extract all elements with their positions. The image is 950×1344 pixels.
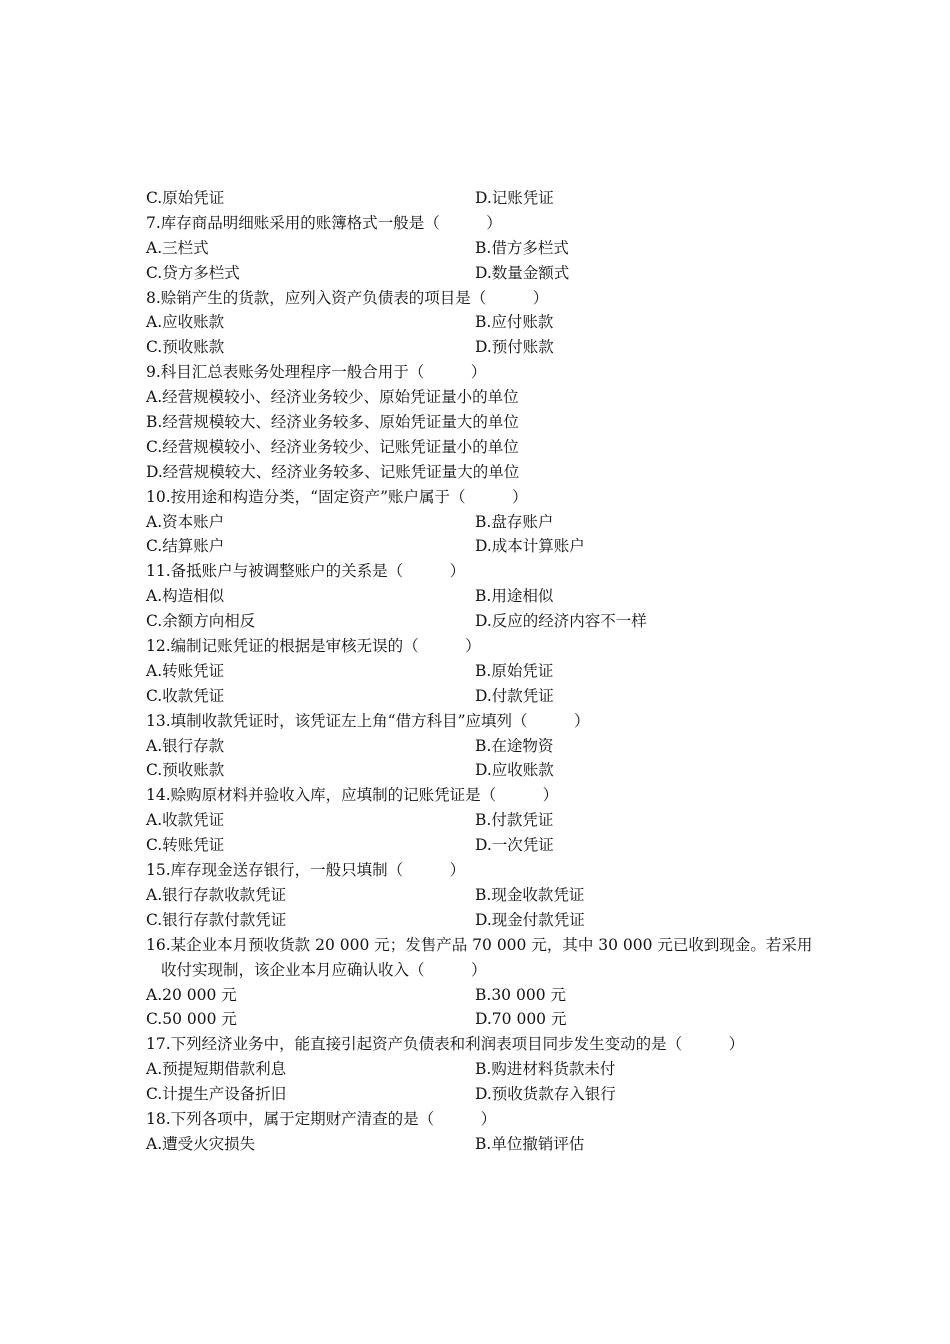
- option-left: A.构造相似: [146, 587, 225, 606]
- option-line: B.经营规模较大、经济业务较多、原始凭证量大的单位: [146, 413, 519, 432]
- question-stem: 16.某企业本月预收货款 20 000 元；发售产品 70 000 元，其中 30 000 元已收到现金。若采用收付实现制，该企业本月应确认收入（ ）: [146, 935, 813, 979]
- option-left: A.收款凭证: [146, 811, 225, 830]
- option-right: D.现金付款凭证: [475, 910, 585, 929]
- option-right: D.预付账款: [475, 338, 554, 357]
- option-row: [146, 584, 816, 609]
- option-left: A.资本账户: [146, 512, 225, 531]
- option-row: [146, 261, 816, 286]
- option-right: D.预收货款存入银行: [475, 1085, 616, 1104]
- option-left: A.20 000 元: [146, 985, 237, 1004]
- option-left: C.预收账款: [146, 338, 225, 357]
- question-stem: 12.编制记账凭证的根据是审核无误的（ ）: [146, 637, 481, 656]
- option-left: C.50 000 元: [146, 1010, 237, 1029]
- option-right: D.数量金额式: [475, 263, 570, 282]
- option-right: D.记账凭证: [475, 189, 554, 207]
- option-row: [146, 659, 816, 684]
- option-left: A.银行存款收款凭证: [146, 885, 287, 904]
- option-right: B.在途物资: [475, 736, 554, 755]
- question-stem: 14.赊购原材料并验收入库，应填制的记账凭证是（ ）: [146, 786, 559, 805]
- question-stem: 9.科目汇总表账务处理程序一般合用于（ ）: [146, 363, 487, 382]
- option-right: B.用途相似: [475, 587, 554, 606]
- option-line: D.经营规模较大、经济业务较多、记账凭证量大的单位: [146, 462, 520, 481]
- option-left: C.收款凭证: [146, 686, 225, 705]
- option-row: [146, 609, 816, 634]
- option-left: A.预提短期借款利息: [146, 1060, 287, 1079]
- option-left: C.预收账款: [146, 761, 225, 780]
- option-left: C.计提生产设备折旧: [146, 1085, 287, 1104]
- option-right: B.现金收款凭证: [475, 885, 585, 904]
- option-right: B.原始凭证: [475, 661, 554, 680]
- question-stem: 10.按用途和构造分类，“固定资产”账户属于（ ）: [146, 487, 528, 506]
- option-row: [146, 335, 816, 360]
- option-row: [146, 983, 816, 1008]
- question-stem: 18.下列各项中，属于定期财产清查的是（ ）: [146, 1109, 497, 1128]
- option-right: D.付款凭证: [475, 686, 554, 705]
- question-stem: 11.备抵账户与被调整账户的关系是（ ）: [146, 562, 466, 581]
- option-right: B.付款凭证: [475, 811, 554, 830]
- option-right: B.借方多栏式: [475, 238, 569, 257]
- option-line: A.经营规模较小、经济业务较少、原始凭证量小的单位: [146, 388, 519, 407]
- question-stem: 17.下列经济业务中，能直接引起资产负债表和利润表项目同步发生变动的是（ ）: [146, 1035, 745, 1054]
- option-row: [146, 734, 816, 759]
- option-row: [146, 534, 816, 559]
- option-row: [146, 1007, 816, 1032]
- option-row: [146, 908, 816, 933]
- option-row: [146, 510, 816, 535]
- option-right: D.一次凭证: [475, 836, 554, 855]
- option-right: B.盘存账户: [475, 512, 554, 531]
- option-row: [146, 758, 816, 783]
- option-left: A.遭受火灾损失: [146, 1134, 256, 1153]
- option-right: B.购进材料货款未付: [475, 1060, 616, 1079]
- option-row: [146, 1132, 816, 1157]
- option-left: C.结算账户: [146, 537, 225, 556]
- option-left: C.原始凭证: [146, 189, 225, 207]
- option-row: [146, 1057, 816, 1082]
- option-right: D.应收账款: [475, 761, 554, 780]
- option-right: D.70 000 元: [475, 1010, 567, 1029]
- question-stem: 15.库存现金送存银行，一般只填制（ ）: [146, 861, 466, 880]
- option-left: A.转账凭证: [146, 661, 225, 680]
- question-list: [146, 186, 816, 1157]
- option-left: C.余额方向相反: [146, 612, 256, 631]
- option-left: A.三栏式: [146, 238, 209, 257]
- option-left: A.银行存款: [146, 736, 225, 755]
- option-right: B.30 000 元: [475, 985, 566, 1004]
- option-left: C.贷方多栏式: [146, 263, 240, 282]
- option-row: [146, 808, 816, 833]
- option-right: D.成本计算账户: [475, 537, 585, 556]
- option-right: D.反应的经济内容不一样: [475, 612, 647, 631]
- option-row: [146, 1082, 816, 1107]
- option-left: C.银行存款付款凭证: [146, 910, 287, 929]
- option-left: A.应收账款: [146, 313, 225, 332]
- question-stem: 7.库存商品明细账采用的账簿格式一般是（ ）: [146, 213, 502, 232]
- option-row: [146, 883, 816, 908]
- option-left: C.转账凭证: [146, 836, 225, 855]
- option-right: B.应付账款: [475, 313, 554, 332]
- option-line: C.经营规模较小、经济业务较少、记账凭证量小的单位: [146, 437, 519, 456]
- question-stem: 8.赊销产生的货款，应列入资产负债表的项目是（ ）: [146, 288, 549, 307]
- option-row: [146, 833, 816, 858]
- option-row: [146, 236, 816, 261]
- option-right: B.单位撤销评估: [475, 1134, 585, 1153]
- option-row: [146, 186, 816, 211]
- option-row: [146, 684, 816, 709]
- option-row: [146, 310, 816, 335]
- question-stem: 13.填制收款凭证时，该凭证左上角“借方科目”应填列（ ）: [146, 711, 590, 730]
